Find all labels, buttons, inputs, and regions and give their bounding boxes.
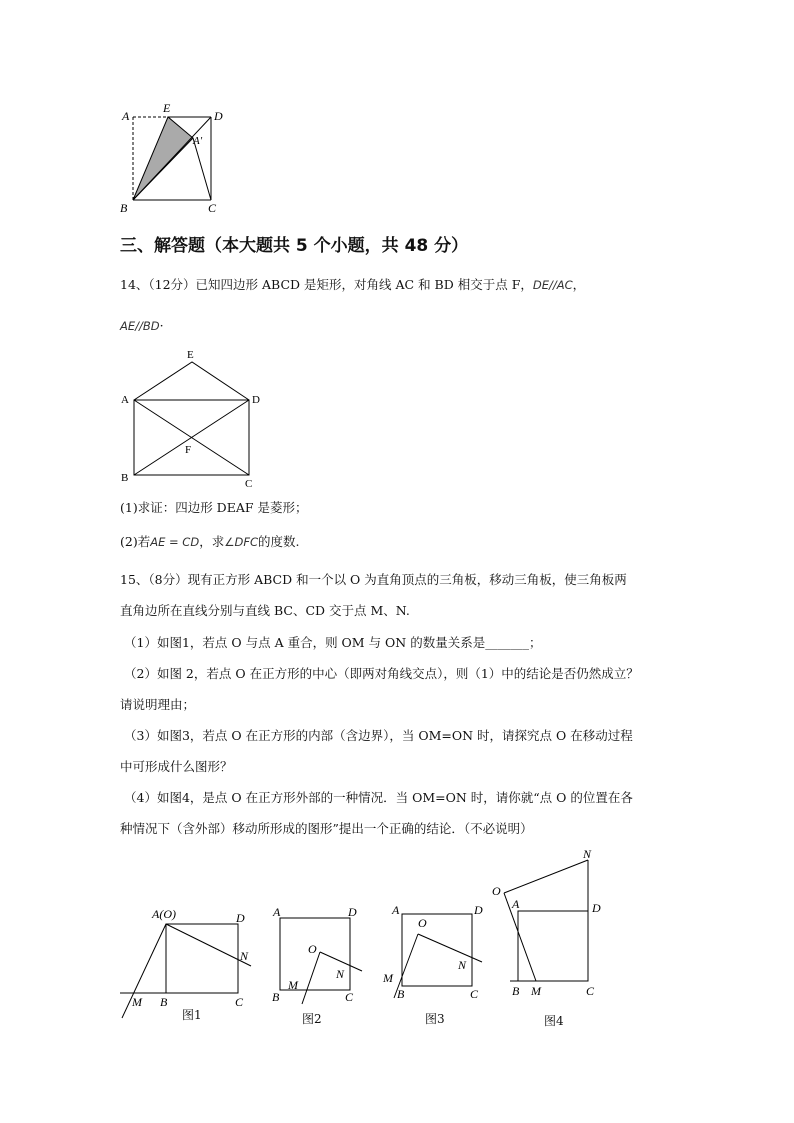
label-N: N	[336, 967, 345, 981]
q14-part1: (1)求证：四边形 DEAF 是菱形；	[120, 500, 308, 515]
q15-part2-line1: （2）如图 2，若点 O 在正方形的中心（即两对角线交点），则（1）中的结论是否仍然成立？	[124, 666, 639, 681]
label-A-prime: A′	[193, 135, 203, 147]
q14-part2-b: ，求	[199, 534, 225, 549]
q15-part1: （1）如图1，若点 O 与点 A 重合，则 OM 与 ON 的数量关系是_______；	[124, 635, 542, 650]
label-B: B	[397, 987, 405, 1001]
q14-math2-tail: ·	[159, 318, 164, 333]
q15-part4-line1: （4）如图4，是点 O 在正方形外部的一种情况．当 OM=ON 时，请你就“点 O 的位置在各	[124, 790, 633, 805]
label-M: M	[132, 995, 142, 1009]
figure-4-caption: 图4	[544, 1014, 564, 1028]
q14-line2	[120, 318, 164, 334]
label-A: A	[392, 903, 400, 917]
label-N: N	[240, 949, 249, 963]
label-C: C	[235, 995, 244, 1009]
q15-line2: 直角边所在直线分别与直线 BC、CD 交于点 M、N.	[120, 603, 410, 618]
figure-3-caption: 图3	[425, 1012, 445, 1026]
label-N: N	[583, 847, 592, 861]
q15-part3-line1: （3）如图3，若点 O 在正方形的内部（含边界），当 OM=ON 时，请探究点 O 在移动过程	[124, 728, 633, 743]
q14-part2-math2: ∠DFC	[224, 535, 259, 549]
label-O: O	[492, 884, 501, 898]
q14-math2: AE//BD	[120, 319, 160, 333]
section-title: 三、解答题（本大题共 5 个小题，共 48 分）	[120, 236, 469, 256]
label-A: A	[273, 905, 281, 919]
label-O: O	[308, 942, 317, 956]
label-A: A	[512, 897, 520, 911]
figure-1-caption: 图1	[182, 1008, 202, 1022]
label-B: B	[121, 472, 129, 484]
label-C: C	[586, 984, 595, 998]
label-M: M	[288, 978, 298, 992]
q14-part2-math1: AE = CD	[150, 535, 200, 549]
figure-2-caption: 图2	[302, 1012, 322, 1026]
label-M: M	[383, 971, 393, 985]
label-D: D	[252, 394, 260, 406]
label-B: B	[160, 995, 168, 1009]
q14-part2	[120, 534, 300, 550]
q15-part3-line2: 中可形成什么图形？	[120, 759, 233, 774]
q14-math1-tail: ，	[572, 277, 586, 292]
label-O: O	[418, 916, 427, 930]
q14-part2-c: 的度数.	[258, 534, 300, 549]
figure-3	[380, 900, 490, 1010]
label-C: C	[208, 201, 217, 215]
label-M: M	[531, 984, 541, 998]
label-N: N	[458, 958, 467, 972]
q14-math1: DE//AC	[532, 278, 573, 292]
label-D: D	[592, 901, 601, 915]
label-D: D	[348, 905, 357, 919]
label-C: C	[470, 987, 479, 1001]
figure-2	[268, 900, 368, 1010]
label-D: D	[214, 109, 223, 123]
label-E: E	[163, 101, 171, 115]
label-B: B	[272, 990, 280, 1004]
q14-line1	[120, 277, 585, 293]
label-D: D	[236, 911, 245, 925]
label-F: F	[185, 444, 192, 456]
label-C: C	[345, 990, 354, 1004]
label-B: B	[120, 201, 128, 215]
top-fold-figure	[118, 100, 228, 220]
q14-line1-text: 14、（12分）已知四边形 ABCD 是矩形，对角线 AC 和 BD 相交于点 F，	[120, 277, 533, 292]
label-C: C	[245, 478, 253, 490]
label-A: A	[122, 109, 130, 123]
figure-4	[484, 845, 609, 1010]
q15-part2-line2: 请说明理由；	[120, 697, 196, 712]
label-AO: A(O)	[152, 907, 176, 921]
label-A: A	[121, 394, 129, 406]
label-D: D	[474, 903, 483, 917]
q15-part4-line2: 种情况下（含外部）移动所形成的图形”提出一个正确的结论．（不必说明）	[120, 821, 533, 836]
q14-part2-a: (2)若	[120, 534, 151, 549]
shaded-triangle	[133, 117, 193, 200]
label-E: E	[187, 349, 194, 361]
q15-line1: 15、（8分）现有正方形 ABCD 和一个以 O 为直角顶点的三角板，移动三角板，使三角板两	[120, 572, 627, 587]
q14-rectangle-figure	[118, 345, 268, 490]
label-B: B	[512, 984, 520, 998]
